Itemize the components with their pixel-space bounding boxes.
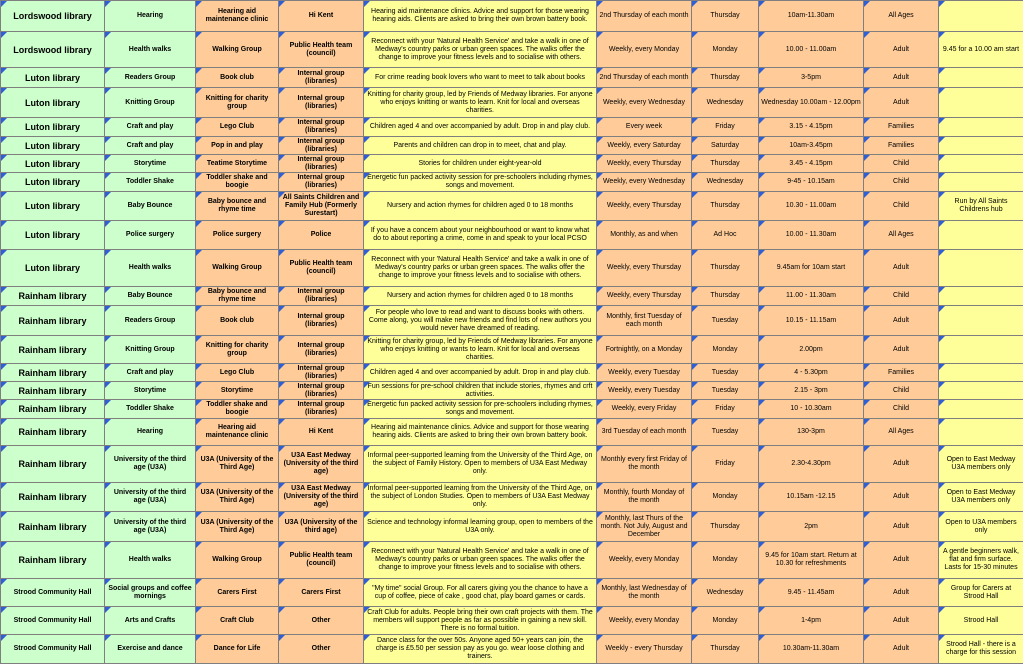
day-cell[interactable]: Monday [692,542,759,579]
description-cell[interactable]: For crime reading book lovers who want to meet to talk about books [364,68,597,88]
notes-cell[interactable]: Group for Carers at Strood Hall [939,579,1023,607]
time-cell[interactable]: 11.00 - 11.30am [759,287,864,306]
frequency-cell[interactable]: Weekly, every Monday [597,607,692,635]
notes-cell[interactable] [939,306,1023,336]
table-row [1,512,1023,542]
time-cell[interactable]: 9.45 for 10am start. Return at 10.30 for refreshments [759,542,864,579]
time-cell[interactable]: 3.15 - 4.15pm [759,118,864,137]
time-cell[interactable]: 10.00 - 11.00am [759,32,864,68]
description-cell[interactable]: Science and technology informal learning group, open to members of the U3A only. [364,512,597,542]
organiser-cell[interactable]: Other [279,607,364,635]
age-group-cell[interactable]: Adult [864,483,939,512]
frequency-cell[interactable]: Weekly, every Thursday [597,250,692,287]
day-cell[interactable]: Friday [692,446,759,483]
frequency-cell[interactable]: Monthly, last Wednesday of the month [597,579,692,607]
organiser-cell[interactable]: Police [279,221,364,250]
category-cell[interactable]: University of the third age (U3A) [105,446,196,483]
age-group-cell[interactable]: Families [864,364,939,382]
notes-cell[interactable]: Open to East Medway U3A members only [939,483,1023,512]
frequency-cell[interactable]: Fortnightly, on a Monday [597,336,692,364]
library-cell[interactable]: Luton library [1,155,105,173]
category-cell[interactable]: Toddler Shake [105,173,196,192]
activity-title-cell[interactable]: U3A (University of the Third Age) [196,446,279,483]
age-group-cell[interactable]: Families [864,118,939,137]
description-cell[interactable]: For people who love to read and want to discuss books with others. Come along, you will make new friends and find lots of new authors you would never have dreamed of reading. [364,306,597,336]
activity-title-cell[interactable]: Walking Group [196,250,279,287]
table-row [1,173,1023,192]
description-cell[interactable]: If you have a concern about your neighbourhood or want to know what do to about reporting a crime, come in and speak to your local PCSO [364,221,597,250]
age-group-cell[interactable]: Child [864,173,939,192]
library-cell[interactable]: Luton library [1,68,105,88]
frequency-cell[interactable]: Weekly - every Thursday [597,635,692,664]
day-cell[interactable]: Thursday [692,68,759,88]
description-cell[interactable]: Nursery and action rhymes for children aged 0 to 18 months [364,192,597,221]
description-cell[interactable]: Knitting for charity group, led by Friends of Medway libraries. For anyone who enjoys knitting or wants to learn. Knit for local and overseas charities. [364,336,597,364]
frequency-cell[interactable]: Weekly, every Tuesday [597,364,692,382]
description-cell[interactable]: Reconnect with your 'Natural Health Service' and take a walk in one of Medway's country parks or urban green spaces. The walks offer the change to improve your fitness levels and to socialise with others. [364,32,597,68]
day-cell[interactable]: Monday [692,607,759,635]
description-cell[interactable]: Reconnect with your 'Natural Health Service' and take a walk in one of Medway's country parks or urban green spaces. The walks offer the change to improve your fitness levels and to socialise with others. [364,542,597,579]
table-row [1,88,1023,118]
age-group-cell[interactable]: Adult [864,512,939,542]
frequency-cell[interactable]: Monthly, last Thurs of the month. Not July, August and December [597,512,692,542]
activity-title-cell[interactable]: U3A (University of the Third Age) [196,512,279,542]
organiser-cell[interactable]: Internal group (libraries) [279,155,364,173]
description-cell[interactable]: Craft Club for adults. People bring their own craft projects with them. The members will support people as far as possible in gaining a new skill. There is no formal tuition. [364,607,597,635]
library-cell[interactable]: Luton library [1,192,105,221]
description-cell[interactable]: Energetic fun packed activity session for pre-schoolers including rhymes, songs and movement. [364,400,597,419]
age-group-cell[interactable]: Adult [864,542,939,579]
frequency-cell[interactable]: Monthly every first Friday of the month [597,446,692,483]
day-cell[interactable]: Wednesday [692,173,759,192]
organiser-cell[interactable]: Internal group (libraries) [279,137,364,155]
organiser-cell[interactable]: Hi Kent [279,419,364,446]
description-cell[interactable]: Fun sessions for pre-school children that include stories, rhymes and crft activities. [364,382,597,400]
frequency-cell[interactable]: Monthly, fourth Monday of the month [597,483,692,512]
library-cell[interactable]: Rainham library [1,336,105,364]
activity-title-cell[interactable]: Walking Group [196,32,279,68]
description-cell[interactable]: Parents and children can drop in to meet, chat and play. [364,137,597,155]
description-cell[interactable]: Dance class for the over 50s. Anyone aged 50+ years can join, the charge is £5.50 per session pay as you go. wear loose clothing and trainers. [364,635,597,664]
activity-title-cell[interactable]: Baby bounce and rhyme time [196,192,279,221]
description-cell[interactable]: Children aged 4 and over accompanied by adult. Drop in and play club. [364,118,597,137]
table-row [1,579,1023,607]
activity-title-cell[interactable]: Dance for Life [196,635,279,664]
category-cell[interactable]: Storytime [105,382,196,400]
category-cell[interactable]: Baby Bounce [105,192,196,221]
age-group-cell[interactable]: Adult [864,88,939,118]
age-group-cell[interactable]: Child [864,155,939,173]
library-cell[interactable]: Lordswood library [1,32,105,68]
category-cell[interactable]: Health walks [105,250,196,287]
organiser-cell[interactable]: Internal group (libraries) [279,306,364,336]
organiser-cell[interactable]: Internal group (libraries) [279,68,364,88]
table-row [1,250,1023,287]
activity-title-cell[interactable]: Carers First [196,579,279,607]
time-cell[interactable]: 2.00pm [759,336,864,364]
day-cell[interactable]: Friday [692,118,759,137]
activity-title-cell[interactable]: Storytime [196,382,279,400]
frequency-cell[interactable]: Weekly, every Saturday [597,137,692,155]
age-group-cell[interactable]: All Ages [864,221,939,250]
category-cell[interactable]: Baby Bounce [105,287,196,306]
description-cell[interactable]: Reconnect with your 'Natural Health Service' and take a walk in one of Medway's country parks or urban green spaces. The walks offer the change to improve your fitness levels and to socialise with others. [364,250,597,287]
age-group-cell[interactable]: Child [864,287,939,306]
category-cell[interactable]: Readers Group [105,68,196,88]
activity-title-cell[interactable]: Book club [196,68,279,88]
notes-cell[interactable] [939,118,1023,137]
category-cell[interactable]: Hearing [105,419,196,446]
library-cell[interactable]: Luton library [1,221,105,250]
notes-cell[interactable]: Run by All Saints Childrens hub [939,192,1023,221]
table-row [1,306,1023,336]
day-cell[interactable]: Tuesday [692,382,759,400]
day-cell[interactable]: Thursday [692,250,759,287]
frequency-cell[interactable]: Weekly, every Monday [597,32,692,68]
age-group-cell[interactable]: Child [864,192,939,221]
time-cell[interactable]: 10.15 - 11.15am [759,306,864,336]
activity-title-cell[interactable]: Lego Club [196,118,279,137]
library-cell[interactable]: Rainham library [1,306,105,336]
library-cell[interactable]: Rainham library [1,542,105,579]
time-cell[interactable]: 10 - 10.30am [759,400,864,419]
time-cell[interactable]: 9-45 - 10.15am [759,173,864,192]
organiser-cell[interactable]: Internal group (libraries) [279,336,364,364]
frequency-cell[interactable]: Weekly, every Tuesday [597,382,692,400]
table-row [1,419,1023,446]
library-cell[interactable]: Luton library [1,88,105,118]
table-row [1,32,1023,68]
time-cell[interactable]: 3-5pm [759,68,864,88]
time-cell[interactable]: 10.15am -12.15 [759,483,864,512]
age-group-cell[interactable]: Adult [864,250,939,287]
frequency-cell[interactable]: 3rd Tuesday of each month [597,419,692,446]
age-group-cell[interactable]: Adult [864,306,939,336]
category-cell[interactable]: Craft and play [105,364,196,382]
description-cell[interactable]: Hearing aid maintenance clinics. Advice and support for those wearing hearing aids. Clients are asked to bring their own brown battery book. [364,419,597,446]
library-cell[interactable]: Rainham library [1,400,105,419]
time-cell[interactable]: 9.45am for 10am start [759,250,864,287]
notes-cell[interactable] [939,221,1023,250]
day-cell[interactable]: Thursday [692,155,759,173]
notes-cell[interactable]: 9.45 for a 10.00 am start [939,32,1023,68]
frequency-cell[interactable]: Weekly, every Wednesday [597,173,692,192]
organiser-cell[interactable]: Public Health team (council) [279,32,364,68]
day-cell[interactable]: Tuesday [692,306,759,336]
age-group-cell[interactable]: All Ages [864,419,939,446]
organiser-cell[interactable]: U3A East Medway (University of the third age) [279,483,364,512]
organiser-cell[interactable]: Other [279,635,364,664]
frequency-cell[interactable]: Weekly, every Friday [597,400,692,419]
library-cell[interactable]: Strood Community Hall [1,579,105,607]
activity-title-cell[interactable]: Toddler shake and boogie [196,400,279,419]
frequency-cell[interactable]: Weekly, every Wednesday [597,88,692,118]
notes-cell[interactable] [939,155,1023,173]
day-cell[interactable]: Thursday [692,192,759,221]
age-group-cell[interactable]: Adult [864,68,939,88]
table-row [1,1,1023,32]
notes-cell[interactable]: Open to U3A members only [939,512,1023,542]
category-cell[interactable]: University of the third age (U3A) [105,512,196,542]
activity-title-cell[interactable]: Police surgery [196,221,279,250]
notes-cell[interactable]: Strood Hall - there is a charge for this session [939,635,1023,664]
notes-cell[interactable] [939,250,1023,287]
day-cell[interactable]: Monday [692,32,759,68]
time-cell[interactable]: 10.30am-11.30am [759,635,864,664]
activity-title-cell[interactable]: Hearing aid maintenance clinic [196,1,279,32]
table-row [1,635,1023,664]
time-cell[interactable]: 10am-3.45pm [759,137,864,155]
library-cell[interactable]: Rainham library [1,512,105,542]
age-group-cell[interactable]: Child [864,400,939,419]
library-cell[interactable]: Lordswood library [1,1,105,32]
organiser-cell[interactable]: Carers First [279,579,364,607]
activity-title-cell[interactable]: Lego Club [196,364,279,382]
description-cell[interactable]: Energetic fun packed activity session for pre-schoolers including rhymes, songs and movement. [364,173,597,192]
table-row [1,483,1023,512]
time-cell[interactable]: 2.15 - 3pm [759,382,864,400]
activity-title-cell[interactable]: Pop in and play [196,137,279,155]
category-cell[interactable]: Knitting Group [105,336,196,364]
age-group-cell[interactable]: Adult [864,336,939,364]
frequency-cell[interactable]: Monthly, first Tuesday of each month [597,306,692,336]
library-cell[interactable]: Rainham library [1,364,105,382]
time-cell[interactable]: 130-3pm [759,419,864,446]
library-cell[interactable]: Luton library [1,250,105,287]
organiser-cell[interactable]: Internal group (libraries) [279,400,364,419]
frequency-cell[interactable]: 2nd Thursday of each month [597,1,692,32]
notes-cell[interactable] [939,137,1023,155]
category-cell[interactable]: Knitting Group [105,88,196,118]
organiser-cell[interactable]: Internal group (libraries) [279,382,364,400]
description-cell[interactable]: Informal peer-supported learning from the University of the Third Age, on the subject of Family History. Open to members of U3A East Medway only. [364,446,597,483]
notes-cell[interactable]: Open to East Medway U3A members only [939,446,1023,483]
day-cell[interactable]: Thursday [692,1,759,32]
organiser-cell[interactable]: U3A (University of the third age) [279,512,364,542]
description-cell[interactable]: "My time" social Group. For all carers giving you the chance to have a cup of coffee, piece of cake , good chat, play board games or cards. [364,579,597,607]
table-row [1,364,1023,382]
time-cell[interactable]: 4 - 5.30pm [759,364,864,382]
time-cell[interactable]: 1-4pm [759,607,864,635]
notes-cell[interactable] [939,419,1023,446]
description-cell[interactable]: Informal peer-supported learning from the University of the Third Age, on the subject of London Studies. Open to members of U3A East Medway only. [364,483,597,512]
age-group-cell[interactable]: All Ages [864,1,939,32]
library-cell[interactable]: Rainham library [1,446,105,483]
age-group-cell[interactable]: Adult [864,635,939,664]
time-cell[interactable]: Wednesday 10.00am - 12.00pm [759,88,864,118]
day-cell[interactable]: Saturday [692,137,759,155]
age-group-cell[interactable]: Adult [864,446,939,483]
time-cell[interactable]: 10am-11.30am [759,1,864,32]
organiser-cell[interactable]: U3A East Medway (University of the third age) [279,446,364,483]
library-cell[interactable]: Strood Community Hall [1,607,105,635]
notes-cell[interactable] [939,382,1023,400]
activity-title-cell[interactable]: Hearing aid maintenance clinic [196,419,279,446]
table-row [1,382,1023,400]
notes-cell[interactable] [939,1,1023,32]
time-cell[interactable]: 2pm [759,512,864,542]
organiser-cell[interactable]: Internal group (libraries) [279,118,364,137]
time-cell[interactable]: 2.30-4.30pm [759,446,864,483]
organiser-cell[interactable]: Internal group (libraries) [279,287,364,306]
activity-title-cell[interactable]: Knitting for charity group [196,88,279,118]
day-cell[interactable]: Wednesday [692,88,759,118]
category-cell[interactable]: Storytime [105,155,196,173]
frequency-cell[interactable]: Weekly, every Thursday [597,287,692,306]
notes-cell[interactable]: A gentle beginners walk, flat and firm surface. Lasts for 15-30 minutes [939,542,1023,579]
day-cell[interactable]: Wednesday [692,579,759,607]
activity-title-cell[interactable]: Teatime Storytime [196,155,279,173]
category-cell[interactable]: Toddler Shake [105,400,196,419]
day-cell[interactable]: Ad Hoc [692,221,759,250]
category-cell[interactable]: Hearing [105,1,196,32]
day-cell[interactable]: Tuesday [692,364,759,382]
category-cell[interactable]: Arts and Crafts [105,607,196,635]
day-cell[interactable]: Friday [692,400,759,419]
organiser-cell[interactable]: Hi Kent [279,1,364,32]
notes-cell[interactable] [939,173,1023,192]
category-cell[interactable]: Health walks [105,542,196,579]
notes-cell[interactable] [939,68,1023,88]
organiser-cell[interactable]: All Saints Children and Family Hub (Formerly Surestart) [279,192,364,221]
organiser-cell[interactable]: Internal group (libraries) [279,173,364,192]
activity-title-cell[interactable]: Knitting for charity group [196,336,279,364]
table-row [1,192,1023,221]
activity-title-cell[interactable]: Book club [196,306,279,336]
age-group-cell[interactable]: Families [864,137,939,155]
frequency-cell[interactable]: Every week [597,118,692,137]
activity-title-cell[interactable]: Toddler shake and boogie [196,173,279,192]
library-cell[interactable]: Luton library [1,118,105,137]
day-cell[interactable]: Thursday [692,287,759,306]
organiser-cell[interactable]: Public Health team (council) [279,250,364,287]
activity-title-cell[interactable]: Walking Group [196,542,279,579]
description-cell[interactable]: Knitting for charity group, led by Friends of Medway libraries. For anyone who enjoys knitting or wants to learn. Knit for local and overseas charities. [364,88,597,118]
category-cell[interactable]: Police surgery [105,221,196,250]
age-group-cell[interactable]: Child [864,382,939,400]
library-cell[interactable]: Rainham library [1,382,105,400]
frequency-cell[interactable]: Weekly, every Thursday [597,155,692,173]
library-cell[interactable]: Luton library [1,137,105,155]
organiser-cell[interactable]: Internal group (libraries) [279,88,364,118]
notes-cell[interactable]: Strood Hall [939,607,1023,635]
category-cell[interactable]: Exercise and dance [105,635,196,664]
notes-cell[interactable] [939,400,1023,419]
age-group-cell[interactable]: Adult [864,607,939,635]
frequency-cell[interactable]: Weekly, every Monday [597,542,692,579]
activity-title-cell[interactable]: Craft Club [196,607,279,635]
frequency-cell[interactable]: Monthly, as and when [597,221,692,250]
category-cell[interactable]: Social groups and coffee mornings [105,579,196,607]
time-cell[interactable]: 3.45 - 4.15pm [759,155,864,173]
description-cell[interactable]: Children aged 4 and over accompanied by adult. Drop in and play club. [364,364,597,382]
description-cell[interactable]: Hearing aid maintenance clinics. Advice and support for those wearing hearing aids. Clients are asked to bring their own brown battery book. [364,1,597,32]
table-row [1,607,1023,635]
category-cell[interactable]: University of the third age (U3A) [105,483,196,512]
age-group-cell[interactable]: Adult [864,32,939,68]
category-cell[interactable]: Health walks [105,32,196,68]
table-row [1,221,1023,250]
table-row [1,137,1023,155]
day-cell[interactable]: Tuesday [692,419,759,446]
notes-cell[interactable] [939,287,1023,306]
description-cell[interactable]: Stories for children under eight-year-old [364,155,597,173]
table-row [1,400,1023,419]
category-cell[interactable]: Craft and play [105,118,196,137]
notes-cell[interactable] [939,336,1023,364]
table-row [1,68,1023,88]
activity-title-cell[interactable]: Baby bounce and rhyme time [196,287,279,306]
table-row [1,155,1023,173]
table-body [1,1,1023,664]
organiser-cell[interactable]: Internal group (libraries) [279,364,364,382]
time-cell[interactable]: 10.30 - 11.00am [759,192,864,221]
table-row [1,336,1023,364]
activity-title-cell[interactable]: U3A (University of the Third Age) [196,483,279,512]
notes-cell[interactable] [939,88,1023,118]
time-cell[interactable]: 9.45 - 11.45am [759,579,864,607]
time-cell[interactable]: 10.00 - 11.30am [759,221,864,250]
library-cell[interactable]: Rainham library [1,287,105,306]
description-cell[interactable]: Nursery and action rhymes for children aged 0 to 18 months [364,287,597,306]
age-group-cell[interactable]: Adult [864,579,939,607]
library-cell[interactable]: Rainham library [1,419,105,446]
day-cell[interactable]: Monday [692,483,759,512]
library-cell[interactable]: Strood Community Hall [1,635,105,664]
day-cell[interactable]: Thursday [692,512,759,542]
category-cell[interactable]: Readers Group [105,306,196,336]
library-cell[interactable]: Luton library [1,173,105,192]
day-cell[interactable]: Thursday [692,635,759,664]
category-cell[interactable]: Craft and play [105,137,196,155]
day-cell[interactable]: Monday [692,336,759,364]
organiser-cell[interactable]: Public Health team (council) [279,542,364,579]
table-row [1,446,1023,483]
table-row [1,542,1023,579]
library-cell[interactable]: Rainham library [1,483,105,512]
table-row [1,287,1023,306]
frequency-cell[interactable]: 2nd Thursday of each month [597,68,692,88]
frequency-cell[interactable]: Weekly, every Thursday [597,192,692,221]
table-row [1,118,1023,137]
notes-cell[interactable] [939,364,1023,382]
